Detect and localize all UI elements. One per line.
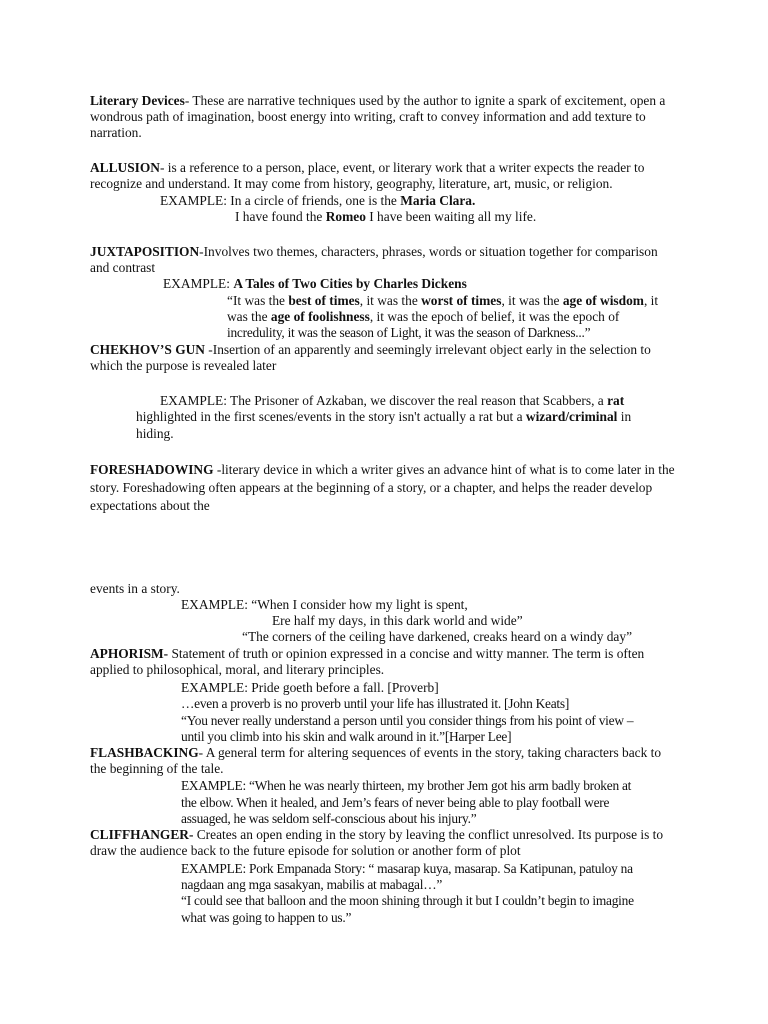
foreshadowing-text: -literary device in which a writer gives an advance hint of what is to come later in the story. Foreshadowing often appears at the beginning of a story, or a chapter, and helps the reader develop expectations about the: [90, 462, 675, 513]
juxtaposition-term: JUXTAPOSITION: [90, 244, 200, 259]
foreshadowing-term: FORESHADOWING: [90, 462, 214, 477]
cliffhanger-text: Creates an open ending in the story by leaving the conflict unresolved. Its purpose is to draw the audience back to the future episode for solution or another form of plot: [90, 827, 664, 858]
juxtaposition-definition: [90, 244, 680, 276]
chekhov-text: -Insertion of an apparently and seemingly irrelevant object early in the selection to which the purpose is revealed later: [90, 342, 651, 373]
juxtaposition-example: EXAMPLE: A Tales of Two Cities by Charles Dickens: [163, 276, 467, 291]
foreshadowing-continuation: events in a story.: [90, 581, 180, 596]
allusion-text: - is a reference to a person, place, event, or literary work that a writer expects the reader to recognize and understand. It may come from history, geography, literature, art, music, or religion.: [90, 160, 645, 191]
cliffhanger-example-4: what was going to happen to us.”: [181, 910, 352, 925]
intro-text: - These are narrative techniques used by the author to ignite a spark of excitement, open a wondrous path of imagination, boost energy into writing, craft to convey information and add texture to narration.: [90, 93, 666, 140]
allusion-definition: [90, 160, 680, 192]
chekhov-example-line-2: highlighted in the first scenes/events in the story isn't actually a rat but a wizard/criminal in: [136, 409, 632, 424]
aphorism-term: APHORISM-: [90, 646, 169, 661]
flashbacking-definition: [90, 745, 680, 777]
allusion-example-1: EXAMPLE: In a circle of friends, one is the Maria Clara.: [160, 193, 476, 208]
aphorism-definition: [90, 646, 680, 678]
allusion-term: ALLUSION: [90, 160, 160, 175]
flashbacking-example-3: assuaged, he was seldom self-conscious about his injury.”: [181, 811, 477, 826]
chekhov-example-line-3: hiding.: [136, 426, 174, 441]
juxtaposition-quote-line-3: incredulity, it was the season of Light, it was the season of Darkness...”: [227, 325, 591, 340]
aphorism-example-4: until you climb into his skin and walk around in it.”[Harper Lee]: [181, 729, 512, 744]
juxtaposition-quote-line-1: “It was the best of times, it was the worst of times, it was the age of wisdom, it: [227, 293, 659, 308]
cliffhanger-term: CLIFFHANGER-: [90, 827, 194, 842]
cliffhanger-example-1: EXAMPLE: Pork Empanada Story: “ masarap kuya, masarap. Sa Katipunan, patuloy na: [181, 861, 633, 876]
cliffhanger-definition: [90, 827, 680, 859]
aphorism-example-3: “You never really understand a person until you consider things from his point of view –: [181, 713, 634, 728]
aphorism-text: Statement of truth or opinion expressed in a concise and witty manner. The term is often applied to philosophical, moral, and literary principles.: [90, 646, 645, 677]
flashbacking-term: FLASHBACKING: [90, 745, 199, 760]
aphorism-example-2: …even a proverb is no proverb until your life has illustrated it. [John Keats]: [181, 696, 570, 711]
foreshadowing-example-1: EXAMPLE: “When I consider how my light is spent,: [181, 597, 468, 612]
intro-term: Literary Devices: [90, 93, 185, 108]
foreshadowing-example-3: “The corners of the ceiling have darkened, creaks heard on a windy day”: [242, 629, 633, 644]
foreshadowing-example-2: Ere half my days, in this dark world and wide”: [272, 613, 523, 628]
intro-paragraph: [90, 93, 680, 141]
chekhov-term: CHEKHOV’S GUN: [90, 342, 205, 357]
foreshadowing-definition: [90, 461, 680, 515]
flashbacking-example-1: EXAMPLE: “When he was nearly thirteen, my brother Jem got his arm badly broken at: [181, 778, 632, 793]
aphorism-example-1: EXAMPLE: Pride goeth before a fall. [Proverb]: [181, 680, 439, 695]
juxtaposition-quote-line-2: was the age of foolishness, it was the epoch of belief, it was the epoch of: [227, 309, 620, 324]
chekhov-example-line-1: EXAMPLE: The Prisoner of Azkaban, we discover the real reason that Scabbers, a rat: [160, 393, 625, 408]
allusion-example-2: I have found the Romeo I have been waiting all my life.: [235, 209, 537, 224]
flashbacking-example-2: the elbow. When it healed, and Jem’s fears of never being able to play football were: [181, 795, 610, 810]
cliffhanger-example-3: “I could see that balloon and the moon shining through it but I couldn’t begin to imagine: [181, 893, 634, 908]
juxtaposition-text: -Involves two themes, characters, phrases, words or situation together for comparison and contrast: [90, 244, 658, 275]
chekhov-definition: [90, 342, 680, 374]
cliffhanger-example-2: nagdaan ang mga sasakyan, mabilis at mabagal…”: [181, 877, 443, 892]
flashbacking-text: - A general term for altering sequences of events in the story, taking characters back to the beginning of the tale.: [90, 745, 662, 776]
